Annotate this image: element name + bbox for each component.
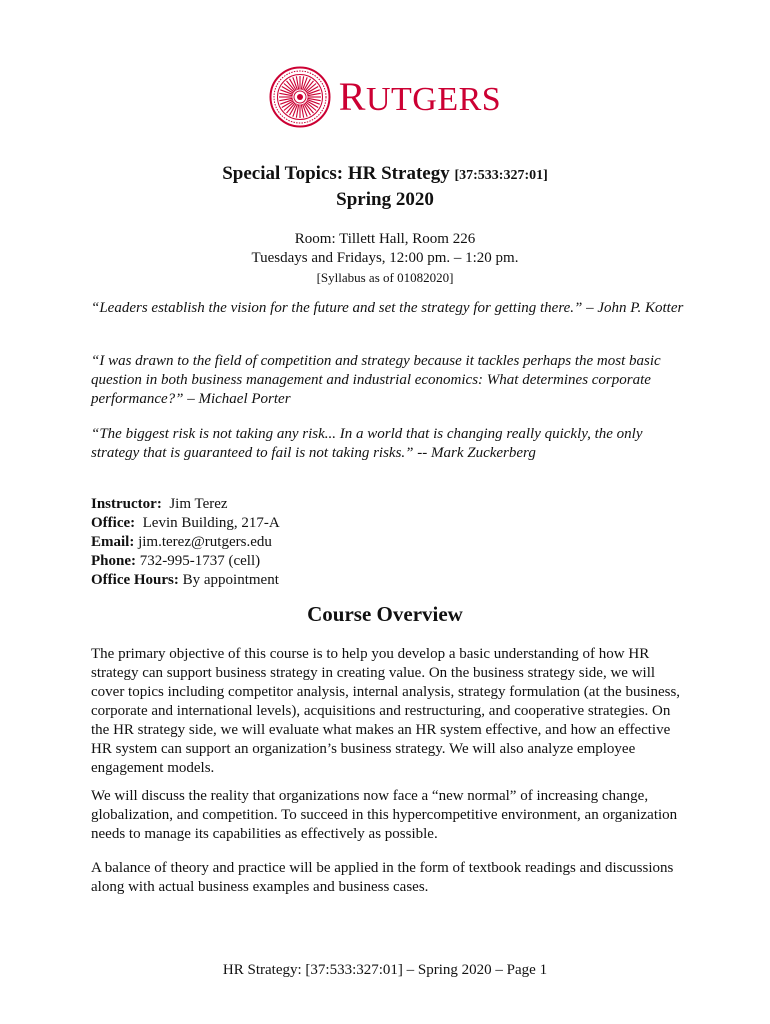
room-info: Room: Tillett Hall, Room 226 [294, 231, 476, 247]
course-title-text: Special Topics: HR Strategy [222, 163, 450, 184]
instructor-info [91, 495, 280, 590]
course-title [0, 162, 770, 212]
overview-paragraph-2: We will discuss the reality that organizations now face a “new normal” of increasing change, globalization, and competition. To succeed in this hypercompetitive environment, an organization needs to manage its capabilities as effectively as possible. [91, 788, 678, 842]
phone-row: Phone: 732-995-1737 (cell) [91, 553, 261, 569]
header-logo [0, 66, 770, 128]
course-code: [37:533:327:01] [454, 168, 548, 183]
course-term: Spring 2020 [336, 189, 434, 210]
office-hours-row: Office Hours: By appointment [91, 572, 279, 588]
quote-zuckerberg: “The biggest risk is not taking any risk... In a world that is changing really quickly, the only strategy that is guaranteed to fail is not taking risks.” -- Mark Zuckerberg [91, 426, 643, 461]
quote-kotter: “Leaders establish the vision for the future and set the strategy for getting there.” – John P. Kotter [91, 300, 684, 316]
rutgers-wordmark: RUTGERS [338, 74, 502, 119]
email-link[interactable]: jim.terez@rutgers.edu [138, 534, 272, 550]
overview-paragraph-3: A balance of theory and practice will be applied in the form of textbook readings and discussions along with actual business examples and business cases. [91, 860, 674, 895]
quote-porter: “I was drawn to the field of competition and strategy because it tackles perhaps the most basic question in both business management and industrial economics: What determines corporate performance?” – Michael Porter [91, 353, 661, 407]
page-footer: HR Strategy: [37:533:327:01] – Spring 2020 – Page 1 [222, 962, 548, 978]
syllabus-date: [Syllabus as of 01082020] [316, 270, 454, 285]
course-logistics [0, 230, 770, 287]
instructor-row: Instructor: Jim Terez [91, 496, 228, 512]
email-row: Email: jim.terez@rutgers.edu [91, 534, 272, 550]
section-heading: Course Overview [307, 602, 463, 626]
rutgers-seal-icon [269, 66, 331, 128]
overview-paragraph-1: The primary objective of this course is to help you develop a basic understanding of how HR strategy can support business strategy in creating value. On the business strategy side, we will cover topics including competitor analysis, internal analysis, strategy formulation (at the business, corporate and international levels), acquisitions and restructuring, and cooperative strategies. On the HR strategy side, we will evaluate what makes an HR system effective, and how an effective HR system can support an organization’s business strategy. We will also analyze employee engagement models. [91, 646, 681, 776]
office-row: Office: Levin Building, 217-A [91, 515, 280, 531]
schedule-info: Tuesdays and Fridays, 12:00 pm. – 1:20 pm. [251, 250, 519, 266]
